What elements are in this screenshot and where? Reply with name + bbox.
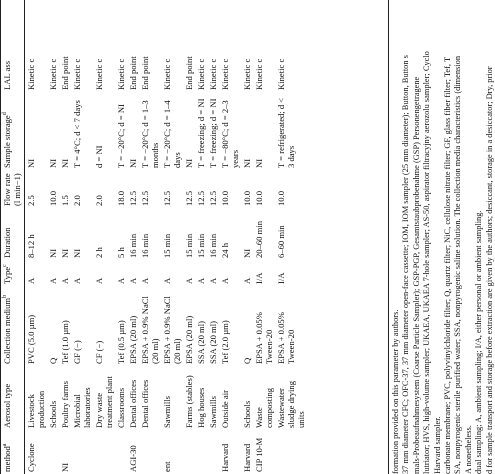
table-row (241, 0, 253, 474)
cell-lal-assay: Kinetic c (242, 58, 252, 90)
cell-collection-medium: EPSA + 0.05% Tween-20 (254, 312, 274, 364)
table-footnotes (388, 0, 495, 474)
cell-aerosol-type: Outside air (220, 390, 230, 428)
cell-flow-rate: 2.0 (72, 195, 82, 206)
cell-flow-rate: 18.0 (116, 190, 126, 206)
cell-aerosol-type: Poultry farms (60, 380, 70, 428)
cell-type: A (162, 277, 172, 284)
cell-flow-rate: 2.5 (26, 195, 36, 206)
table-row (93, 0, 115, 474)
cell-method (275, 430, 307, 474)
cell-duration: NI (242, 248, 252, 258)
footnote-line: formation provided on this parameter by authors. (391, 309, 400, 474)
cell-lal-assay: Kinetic c (94, 58, 104, 90)
cell-lal-assay: Kinetic c (196, 58, 206, 90)
footnote-line: Harvard sampler. (432, 416, 442, 474)
cell-sample-storage: T = −80°C; d = 2–3 years (220, 100, 240, 168)
cell-collection-medium: SSA (20 ml) (196, 321, 206, 364)
cell-method (71, 430, 93, 474)
cell-flow-rate: 1.5 (60, 195, 70, 206)
cell-flow-rate: 2.0 (94, 195, 104, 206)
cell-method: NI (60, 462, 70, 472)
cell-flow-rate: 12.5 (184, 190, 194, 206)
cell-sample-storage: T = −20°C; d = NI (116, 104, 126, 168)
cell-method: Harvard (220, 443, 230, 472)
cell-type: A (26, 277, 36, 284)
footnote-line: d for sample transport and storage before extraction are given by the authors; desiccant, storage in a desiccator; Dry, prior (484, 66, 494, 474)
cell-sample-storage: NI (128, 158, 138, 168)
cell-flow-rate: 10.0 (254, 190, 264, 206)
header-type: Type$^c$ (1, 260, 25, 286)
cell-duration: 8–12 h (26, 234, 36, 258)
header-flow-rate: Flow rate (l min−1) (1, 170, 25, 208)
table-row (71, 0, 93, 474)
cell-aerosol-type: Farms (stables) (184, 375, 194, 428)
cell-lal-assay: End point (128, 56, 138, 90)
header-collection-medium: Collection medium$^b$ (1, 286, 25, 366)
cell-sample-storage: NI (48, 158, 58, 168)
footnote-line: lutriator; HVS, high-volume sampler; UKAEA, UKAEA 7-hole sampler; AS-50, aspirator filtracyjny aerozolu sampler; Cyclo (422, 51, 432, 474)
cell-aerosol-type: Sawmills (208, 396, 218, 428)
cell-flow-rate: 10.0 (48, 190, 58, 206)
footnote-line: 37 mm diameter CFC; OFC-37, 37 mm diameter open-face cassette; IOM, IOM sampler (25 mm diameter); Button, Button s (401, 55, 411, 474)
cell-sample-storage: NI (26, 158, 36, 168)
cell-method: AGI-30 (128, 445, 138, 472)
cell-method (139, 430, 161, 474)
cell-sample-storage: T = refrigerated; d < 3 days (276, 97, 296, 168)
cell-collection-medium: EPSA + 0.05% Tween-20 (276, 312, 296, 364)
cell-type: A (242, 277, 252, 284)
cell-type: A (184, 277, 194, 284)
cell-flow-rate: 10.0 (242, 190, 252, 206)
cell-collection-medium: Tef (1.0 µm) (60, 320, 70, 364)
cell-lal-assay: Kinetic c (26, 58, 36, 90)
cell-duration: 16 min (128, 233, 138, 258)
header-lal-assay: LAL ass (1, 0, 25, 92)
cell-lal-assay: End point (184, 56, 194, 90)
footnote-line: mals-Probeaufnahmesystem (Coarse Particle Sampler); GSP-PGP, Gesamtstaubprobenahme (GSP) Personengetragene (411, 76, 421, 474)
cell-flow-rate: 12.5 (140, 190, 150, 206)
cell-duration: NI (60, 248, 70, 258)
cell-lal-assay: Kinetic c (276, 58, 286, 90)
cell-sample-storage: NI (242, 158, 252, 168)
cell-lal-assay: End point (140, 56, 150, 90)
cell-aerosol-type: Schools (48, 400, 58, 428)
cell-sample-storage: d = NI (94, 145, 104, 168)
table-row (219, 0, 241, 474)
cell-sample-storage: NI (254, 158, 264, 168)
table-row (207, 0, 219, 474)
cell-method: CIP 10-M (254, 437, 264, 472)
cell-lal-assay: Kinetic c (162, 58, 172, 90)
cell-type: A (48, 277, 58, 284)
cell-duration: 15 min (184, 233, 194, 258)
cell-type: A (94, 277, 104, 284)
cell-lal-assay: Kinetic c (48, 58, 58, 90)
cell-method: Cyclone (26, 443, 36, 472)
cell-duration: 16 min (140, 233, 150, 258)
cell-duration: 15 min (196, 233, 206, 258)
cell-flow-rate: 10.0 (276, 190, 286, 206)
cell-method (47, 430, 59, 474)
cell-aerosol-type: Dry waste treatment plant (94, 376, 114, 428)
header-aerosol-type: Aerosol type (1, 366, 25, 430)
header-sample-storage: Sample storage$^d$ (1, 92, 25, 170)
cell-collection-medium: CF (−) (94, 340, 104, 364)
cell-aerosol-type: Microbial laboratories (72, 387, 92, 428)
header-row (1, 0, 25, 474)
cell-lal-assay: Kinetic c (220, 58, 230, 90)
cell-method: ent (162, 461, 172, 472)
cell-duration: 15 min (162, 233, 172, 258)
footnote-line: SA, nonpyrogenic sterile purified water; SSA, nonpyrogenic saline solution. The collection media characteristics (dimension (453, 55, 463, 474)
cell-type: A (196, 277, 206, 284)
footnote-line: carbonate membrane; PVC, polyvinylchloride filter; Q, quartz filter; NiC, cellulose nitrate filter; GF, glass fiber filter; Tef, T (443, 56, 453, 474)
table-row (275, 0, 307, 474)
cell-sample-storage: T = −20°C; d = 1–4 days (162, 100, 182, 168)
cell-lal-assay: Kinetic c (208, 58, 218, 90)
cell-sample-storage: T = −20°C; d = 1–3 months (140, 100, 160, 168)
cell-type: A (116, 277, 126, 284)
cell-type: A (208, 277, 218, 284)
cell-flow-rate: 12.5 (162, 190, 172, 206)
cell-aerosol-type: Dental offices (128, 379, 138, 428)
cell-method (93, 430, 115, 474)
cell-method: Harvard (242, 443, 252, 472)
cell-type: A (220, 277, 230, 284)
cell-duration: 5 h (116, 247, 126, 258)
header-duration: Duration (1, 208, 25, 260)
cell-aerosol-type: Dental offices (140, 379, 150, 428)
cell-collection-medium: EPSA + 0.9% NaCl (20 ml) (140, 296, 160, 364)
table-row (139, 0, 161, 474)
cell-collection-medium: EPSA (20 ml) (184, 315, 194, 364)
table-row (183, 0, 195, 474)
cell-method (207, 430, 219, 474)
cell-type: I/A (254, 272, 264, 284)
cell-type: A (60, 277, 70, 284)
cell-duration: 2 h (94, 247, 104, 258)
cell-sample-storage: T = 4°C; d < 7 days (72, 100, 82, 168)
cell-sample-storage: NI (60, 158, 70, 168)
cell-aerosol-type: Hog houses (196, 387, 206, 428)
cell-flow-rate: 12.5 (128, 190, 138, 206)
cell-method (183, 430, 195, 474)
cell-aerosol-type: Waste composting (254, 387, 274, 428)
cell-flow-rate: 10.0 (220, 190, 230, 206)
table-row (25, 0, 48, 474)
cell-lal-assay: End point (60, 56, 70, 90)
cell-method (115, 430, 127, 474)
table-row (115, 0, 127, 474)
cell-aerosol-type: Wastewater sludge drying units (276, 380, 306, 428)
cell-flow-rate: 12.5 (208, 190, 218, 206)
cell-type: A (140, 277, 150, 284)
cell-duration: 16 min (208, 233, 218, 258)
cell-collection-medium: PVC (5.0 µm) (26, 314, 36, 364)
cell-flow-rate: 12.5 (196, 190, 206, 206)
cell-collection-medium: Tef (2.0 µm) (220, 320, 230, 364)
cell-aerosol-type: Sawmills (162, 396, 172, 428)
table-row (253, 0, 275, 474)
header-method: method$^a$ (1, 430, 25, 474)
cell-aerosol-type: Schools (242, 400, 252, 428)
cell-collection-medium: EPSA + 0.9% NaCl (20 ml) (162, 296, 182, 364)
table-row (195, 0, 207, 474)
table-row (47, 0, 59, 474)
cell-duration: 24 h (220, 242, 230, 258)
cell-sample-storage: NI (184, 158, 194, 168)
table-row (161, 0, 183, 474)
cell-method (195, 430, 207, 474)
table-row (127, 0, 139, 474)
cell-sample-storage: T = freezing; d = NI (208, 98, 218, 168)
cell-collection-medium: Q (242, 357, 252, 364)
cell-duration: 6–60 min (276, 225, 286, 258)
cell-collection-medium: Tef (0.5 µm) (116, 320, 126, 364)
cell-duration: 20–60 min (254, 220, 264, 258)
table-body (25, 0, 308, 474)
cell-lal-assay: Kinetic c (254, 58, 264, 90)
cell-collection-medium: SSA (20 ml) (208, 321, 218, 364)
cell-collection-medium: EPSA (20 ml) (128, 315, 138, 364)
cell-collection-medium: GF (−) (72, 340, 82, 364)
cell-lal-assay: Kinetic c (72, 58, 82, 90)
table-row (59, 0, 71, 474)
cell-type: A (72, 277, 82, 284)
cell-duration: NI (48, 248, 58, 258)
cell-aerosol-type: Classrooms (116, 387, 126, 428)
cell-collection-medium: Q (48, 357, 58, 364)
cell-lal-assay: Kinetic c (116, 58, 126, 90)
table-header (1, 0, 25, 474)
cell-sample-storage: T = freezing; d = NI (196, 98, 206, 168)
cell-type: I/A (276, 272, 286, 284)
cell-type: A (128, 277, 138, 284)
footnote-line: dual sampling; A, ambient sampling; I/A, either personal or ambient sampling. (474, 210, 484, 474)
footnote-line: A nonetheless. (463, 425, 473, 474)
cell-duration: NI (72, 248, 82, 258)
cell-aerosol-type: Livestock production (26, 390, 46, 428)
